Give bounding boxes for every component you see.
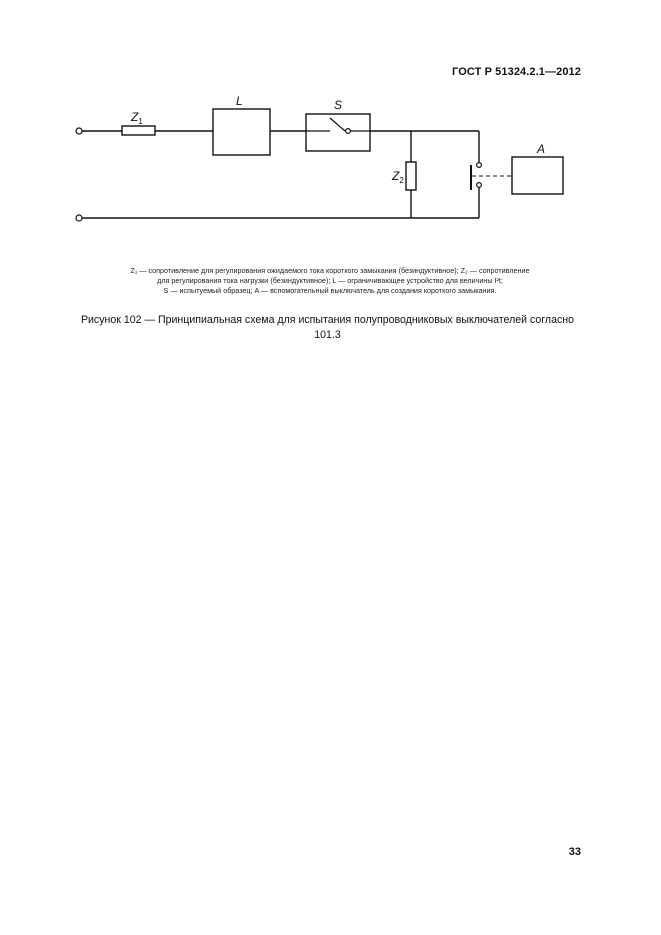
- page-number: 33: [568, 846, 581, 858]
- label-s: S: [334, 98, 343, 112]
- label-z2: $Z_2$: [392, 169, 404, 185]
- figure-title-line-2: 101.3: [314, 329, 341, 341]
- terminal-top: [76, 128, 82, 134]
- figure-title: [40, 313, 615, 343]
- legend-line-2: для регулирования тока нагрузки (безиндуктивное); L — ограничивающее устройство для величины I²t;: [157, 276, 503, 285]
- legend-line-3: S — испытуемый образец; A — вспомогательный выключатель для создания короткого замыкания.: [163, 286, 497, 295]
- label-l: L: [236, 94, 243, 108]
- terminal-bottom: [76, 215, 82, 221]
- resistor-z2: [406, 162, 416, 190]
- legend-line-1: Z₁ — сопротивление для регулирования ожидаемого тока короткого замыкания (безиндуктивное); Z₂ — сопротивление: [130, 266, 530, 275]
- circuit-diagram: [0, 0, 661, 260]
- aux-contact-top: [477, 163, 482, 168]
- block-l: [213, 109, 270, 155]
- switch-contact-s: [346, 129, 351, 134]
- standard-code: ГОСТ Р 51324.2.1—2012: [452, 66, 581, 78]
- block-s: [306, 114, 370, 151]
- figure-legend: [60, 266, 600, 296]
- label-a: A: [537, 142, 546, 156]
- aux-contact-bottom: [477, 183, 482, 188]
- label-z1: $Z_1$: [131, 110, 143, 126]
- figure-title-line-1: Рисунок 102 — Принципиальная схема для испытания полупроводниковых выключателей согласно: [80, 314, 575, 326]
- resistor-z1: [122, 126, 155, 135]
- block-a: [512, 157, 563, 194]
